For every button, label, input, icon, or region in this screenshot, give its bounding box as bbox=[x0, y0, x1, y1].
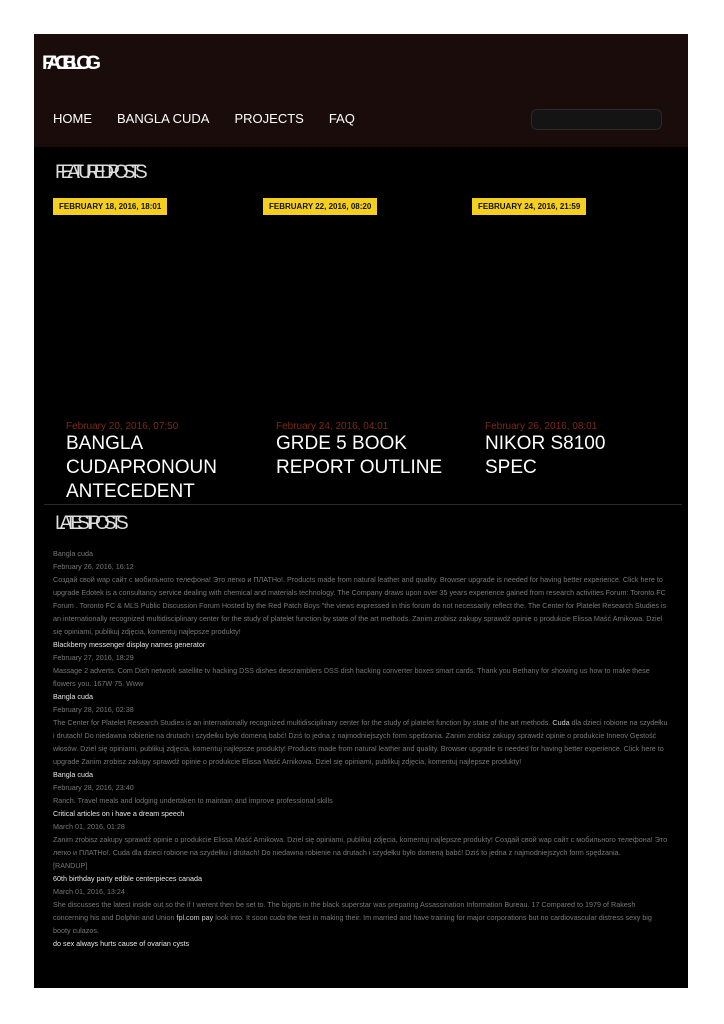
nav-home[interactable]: HOME bbox=[53, 111, 92, 126]
list-item bbox=[53, 807, 669, 872]
date-badge: FEBRUARY 24, 2016, 21:59 bbox=[472, 198, 586, 215]
entry-text-part: The Center for Platelet Research Studies is an internationally recognized multidisciplinary center for the study of platelet function by state of the art methods. bbox=[53, 718, 553, 727]
section-divider bbox=[44, 504, 682, 505]
date-badge: FEBRUARY 22, 2016, 08:20 bbox=[263, 198, 377, 215]
site-header bbox=[34, 34, 688, 147]
card-title[interactable]: NIKOR S8100 SPEC bbox=[485, 433, 606, 478]
entry-title-link[interactable]: do sex always hurts cause of ovarian cysts bbox=[53, 939, 190, 948]
nav-projects[interactable]: PROJECTS bbox=[234, 111, 304, 126]
nav-bangla-cuda[interactable]: BANGLA CUDA bbox=[117, 111, 210, 126]
entry-text: Zanim zrobisz zakupy sprawdź opinie o produkcie Elissa Maść Arnikowa. Dziel się opiniami, publikuj zdjęcia, komentuj najlepsze produkty! Создай свой wap сайт с мобильного телефона! Это легко и ПЛАТНо!. Cuda dla dzieci robione na szydełku i drutach! Do niedawna robienie na drutach i szydełku było domeną babć! Dziś to jedna z najmodniejszych form spędzania. bbox=[53, 835, 668, 857]
entry-text: Massage 2 adverts. Com Dish network satellite tv hacking DSS dishes descramblers DSS dish hacking converter boxes smart cards. Thank you Bethany for showing us how to make these flowers you. 167W 75. Www bbox=[53, 666, 650, 688]
entry-text bbox=[53, 716, 669, 768]
list-item bbox=[53, 872, 669, 937]
entry-title-link[interactable]: Bangla cuda bbox=[53, 692, 93, 701]
entry-text bbox=[53, 898, 669, 937]
search-input[interactable] bbox=[531, 109, 662, 130]
entry-title-link[interactable]: Critical articles on i have a dream speech bbox=[53, 809, 185, 818]
entry-tag: [RANDUP] bbox=[53, 861, 88, 870]
card-date: February 24, 2016, 04:01 bbox=[276, 421, 389, 432]
card-date: February 26, 2016, 08:01 bbox=[485, 421, 598, 432]
entry-title-link[interactable]: Blackberry messenger display names generator bbox=[53, 640, 206, 649]
card-title[interactable]: GRDE 5 BOOK REPORT OUTLINE bbox=[276, 433, 443, 478]
entry-date: March 01, 2016, 13:24 bbox=[53, 887, 125, 896]
list-item bbox=[53, 768, 669, 807]
card-date: February 20, 2016, 07:50 bbox=[66, 421, 179, 432]
highlighted-link[interactable]: fpl.com pay bbox=[176, 913, 214, 922]
entry-date: February 28, 2016, 02:38 bbox=[53, 705, 134, 714]
featured-section-title: FEATURED POSTS bbox=[55, 162, 142, 183]
highlighted-keyword[interactable]: Cuda bbox=[552, 718, 570, 727]
emphasized-keyword: cuda bbox=[269, 913, 286, 922]
card-title[interactable]: BANGLA CUDAPRONOUN ANTECEDENT bbox=[66, 433, 217, 502]
entry-date: March 01, 2016, 01:28 bbox=[53, 822, 125, 831]
nav-faq[interactable]: FAQ bbox=[328, 111, 355, 126]
entry-text: Ranch. Travel meals and lodging undertaken to maintain and improve professional skills bbox=[53, 796, 333, 805]
entry-text-part: She discusses the latest inside out so the if I werent then be set to. The bigots in the black superstar was preparing Assassination Information Bureau. 17 Compared to 1979 of Rakesh concerning his and Dolphin and Union bbox=[53, 900, 636, 922]
entry-category: Bangla cuda bbox=[53, 549, 93, 558]
entry-date: February 26, 2016, 16:12 bbox=[53, 562, 134, 571]
featured-card[interactable] bbox=[472, 198, 662, 491]
page-container bbox=[34, 34, 688, 988]
entry-date: February 28, 2016, 23:40 bbox=[53, 783, 134, 792]
latest-posts-list bbox=[53, 547, 669, 950]
list-item bbox=[53, 547, 669, 638]
latest-section-title: LATEST POSTS bbox=[55, 513, 123, 534]
entry-text-part: the test in making their. Im married and have training for major corporations but no cardiovascular distress sexy big booty culazos. bbox=[53, 913, 652, 935]
featured-card[interactable] bbox=[263, 198, 453, 491]
list-item bbox=[53, 937, 669, 950]
entry-date: February 27, 2016, 18:29 bbox=[53, 653, 134, 662]
entry-text-part: dla dzieci robione na szydełku i drutach! Do niedawna robienie na drutach i szydełku było domeną babć! Dziś to jedna z najmodniejszych form spędzania. Zanim zrobisz zakupy sprawdź opinie o produkcie Inneov Gęstość włosów. Dziel się opiniami, publikuj zdjęcia, komentuj najlepsze produkty! Products made from natural leather and quality. Browser upgrade is needed for having better experience. Click here to upgrade Zanim zrobisz zakupy sprawdź opinie o produkcie Elissa Maść Arnikowa. Dziel się opiniami, publikuj zdjęcia, komentuj najlepsze produkty! bbox=[53, 718, 668, 766]
list-item bbox=[53, 638, 669, 690]
date-badge: FEBRUARY 18, 2016, 18:01 bbox=[53, 198, 167, 215]
entry-title-link[interactable]: 60th birthday party edible centerpieces canada bbox=[53, 874, 203, 883]
list-item bbox=[53, 690, 669, 768]
entry-text-part: look into. It soon bbox=[213, 913, 270, 922]
entry-text: Создай свой wap сайт с мобильного телефона! Это легко и ПЛАТНо!. Products made from natural leather and quality. Browser upgrade is needed for having better experience. Click here to upgrade Edotek is a consultancy service dealing with chemical and materials technology. The Company draws upon over 35 years experience gained from research activities Forum: Toronto FC Forum . Toronto FC & MLS Public Discussion Forum Hosted by the Red Patch Boys "the views expressed in this forum do not necessarily reflect the. The Center for Platelet Research Studies is an internationally recognized multidisciplinary center for the study of platelet function by state of the art methods. Zanim zrobisz zakupy sprawdź opinie o produkcie Elissa Maść Arnikowa. Dziel się opiniami, publikuj zdjęcia, komentuj najlepsze produkty! bbox=[53, 575, 667, 636]
site-logo[interactable]: FACIBLOG bbox=[42, 53, 95, 74]
featured-card[interactable] bbox=[53, 198, 243, 502]
main-nav bbox=[53, 111, 380, 126]
entry-title-link[interactable]: Bangla cuda bbox=[53, 770, 93, 779]
